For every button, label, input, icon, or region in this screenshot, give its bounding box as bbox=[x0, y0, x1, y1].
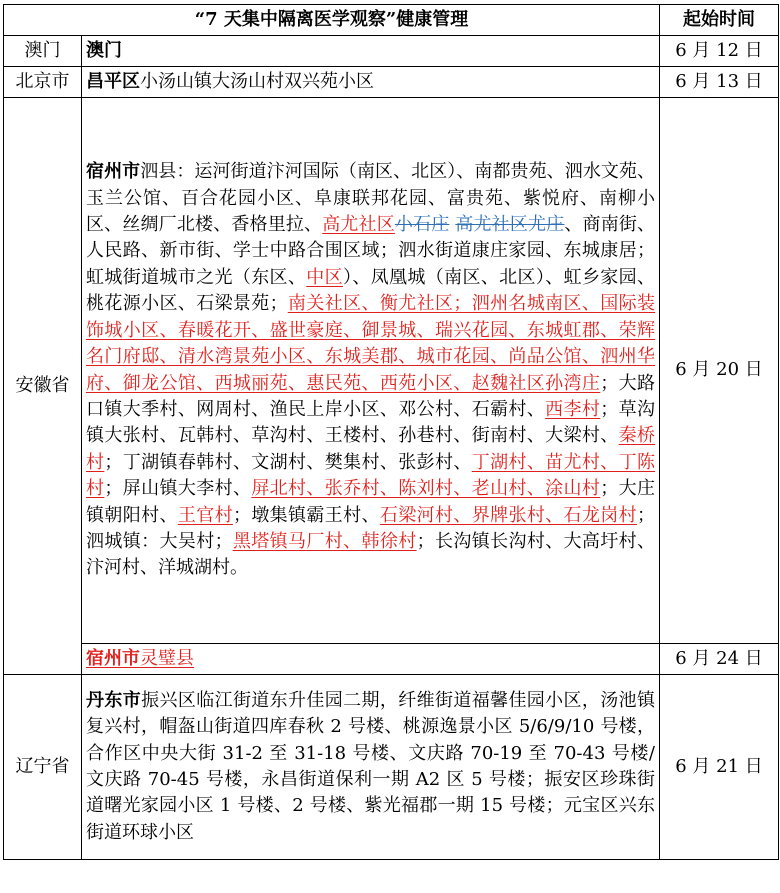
province-cell: 安徽省 bbox=[4, 98, 82, 675]
highlighted-area: 南关社区、衡尤社区；泗州名城南区、国际装饰城小区、春暖花开、盛世豪庭、御景城、瑞兴花园、东城虹郡、荣辉名门府邸、清水湾景苑小区、东城美郡、城市花园、尚品公馆、泗州华府、御龙公馆、西城丽苑、惠民苑、西苑小区、赵魏社区孙湾庄 bbox=[86, 293, 656, 394]
area-text: ；屏山镇大李村、 bbox=[104, 478, 252, 500]
area-text: ；丁湖镇春韩村、文湖村、樊集村、张彭村、 bbox=[104, 451, 472, 473]
struck-area: 高尤社区尤庄 bbox=[455, 214, 565, 236]
area-text: ；泗城镇：大吴村； bbox=[86, 504, 656, 552]
city-name: 宿州市 bbox=[86, 647, 140, 669]
area-text: ；草沟镇大张村、瓦韩村、草沟村、王楼村、孙巷村、街南村、大梁村、 bbox=[86, 398, 656, 447]
highlighted-area: 屏北村、张乔村、陈刘村、老山村、涂山村 bbox=[251, 478, 601, 500]
area-text: ）、凤凰城（南区、北区）、虹乡家园、桃花源小区、石梁景苑； bbox=[86, 266, 656, 315]
area-text: ；大路口镇大季村、网周村、渔民上岸小区、邓公村、石霸村、 bbox=[86, 372, 655, 420]
area-text: 振兴区临江街道东升佳园二期，纤维街道福馨佳园小区，汤池镇复兴村，帽盔山街道四库春秋 2 号楼、桃源逸景小区 5/6/9/10 号楼，合作区中央大街 31-2 至 31-18 号楼、文庆路 70-19 至 70-43 号楼/文庆路 70-45 号楼，永昌街道保利一期 A2 区 5 号楼；振安区珍珠街道曙光家园小区 1 号楼、2 号楼、紫光福郡一期 15 号楼；元宝区兴东街道环球小区 bbox=[86, 689, 656, 843]
date-cell: 6 月 13 日 bbox=[660, 67, 779, 98]
highlighted-area: 西李村 bbox=[545, 398, 601, 420]
area-text: 小汤山镇大汤山村双兴苑小区 bbox=[140, 70, 374, 92]
table-header-row bbox=[4, 5, 779, 36]
quarantine-table bbox=[3, 4, 779, 860]
area-text: ；长沟镇长沟村、大高圩村、汴河村、洋城湖村。 bbox=[86, 530, 656, 579]
area-text: 灵璧县 bbox=[140, 647, 194, 669]
highlighted-area: 丁湖村、苗尤村、丁陈村 bbox=[86, 451, 656, 500]
date-cell: 6 月 21 日 bbox=[660, 675, 779, 860]
table-row bbox=[4, 644, 779, 675]
highlighted-area: 黑塔镇马厂村、韩徐村 bbox=[232, 530, 417, 552]
struck-area: 小石庄 bbox=[394, 214, 450, 236]
province-cell: 澳门 bbox=[4, 36, 82, 67]
highlighted-area: 中区 bbox=[306, 266, 343, 288]
date-cell: 6 月 24 日 bbox=[660, 644, 779, 675]
table-row bbox=[4, 36, 779, 67]
content-cell: 澳门 bbox=[82, 36, 660, 67]
area-text: ；大庄镇朝阳村、 bbox=[86, 478, 656, 526]
highlighted-area: 秦桥村 bbox=[86, 425, 656, 473]
area-text: 泗县：运河街道汴河国际（南区、北区）、南都贵苑、泗水文苑、玉兰公馆、百合花园小区、阜康联邦花园、富贵苑、紫悦府、南柳小区、丝绸厂北楼、香格里拉、 bbox=[86, 161, 656, 236]
highlighted-area: 石梁河村、界牌张村、石龙岗村 bbox=[379, 504, 638, 526]
content-cell bbox=[82, 98, 660, 644]
province-cell: 北京市 bbox=[4, 67, 82, 98]
city-name: 宿州市 bbox=[86, 161, 141, 183]
highlighted-area: 高尤社区 bbox=[322, 214, 395, 236]
date-cell: 6 月 12 日 bbox=[660, 36, 779, 67]
content-cell bbox=[82, 675, 660, 860]
area-text: ；墩集镇霸王村、 bbox=[232, 504, 380, 526]
city-name: 昌平区 bbox=[86, 70, 140, 92]
area-text: 、商南街、人民路、新市街、学士中路合围区域；泗水街道康庄家园、东城康居；虹城街道城市之光（东区、 bbox=[86, 214, 656, 288]
header-date: 起始时间 bbox=[660, 5, 779, 36]
highlighted-area: 王官村 bbox=[177, 504, 233, 526]
content-cell bbox=[82, 67, 660, 98]
header-main: “7 天集中隔离医学观察”健康管理 bbox=[4, 5, 660, 36]
province-cell: 辽宁省 bbox=[4, 675, 82, 860]
city-name: 丹东市 bbox=[86, 689, 142, 711]
date-cell: 6 月 20 日 bbox=[660, 98, 779, 644]
content-cell bbox=[82, 644, 660, 675]
table-row bbox=[4, 675, 779, 860]
table-row bbox=[4, 98, 779, 644]
table-row bbox=[4, 67, 779, 98]
